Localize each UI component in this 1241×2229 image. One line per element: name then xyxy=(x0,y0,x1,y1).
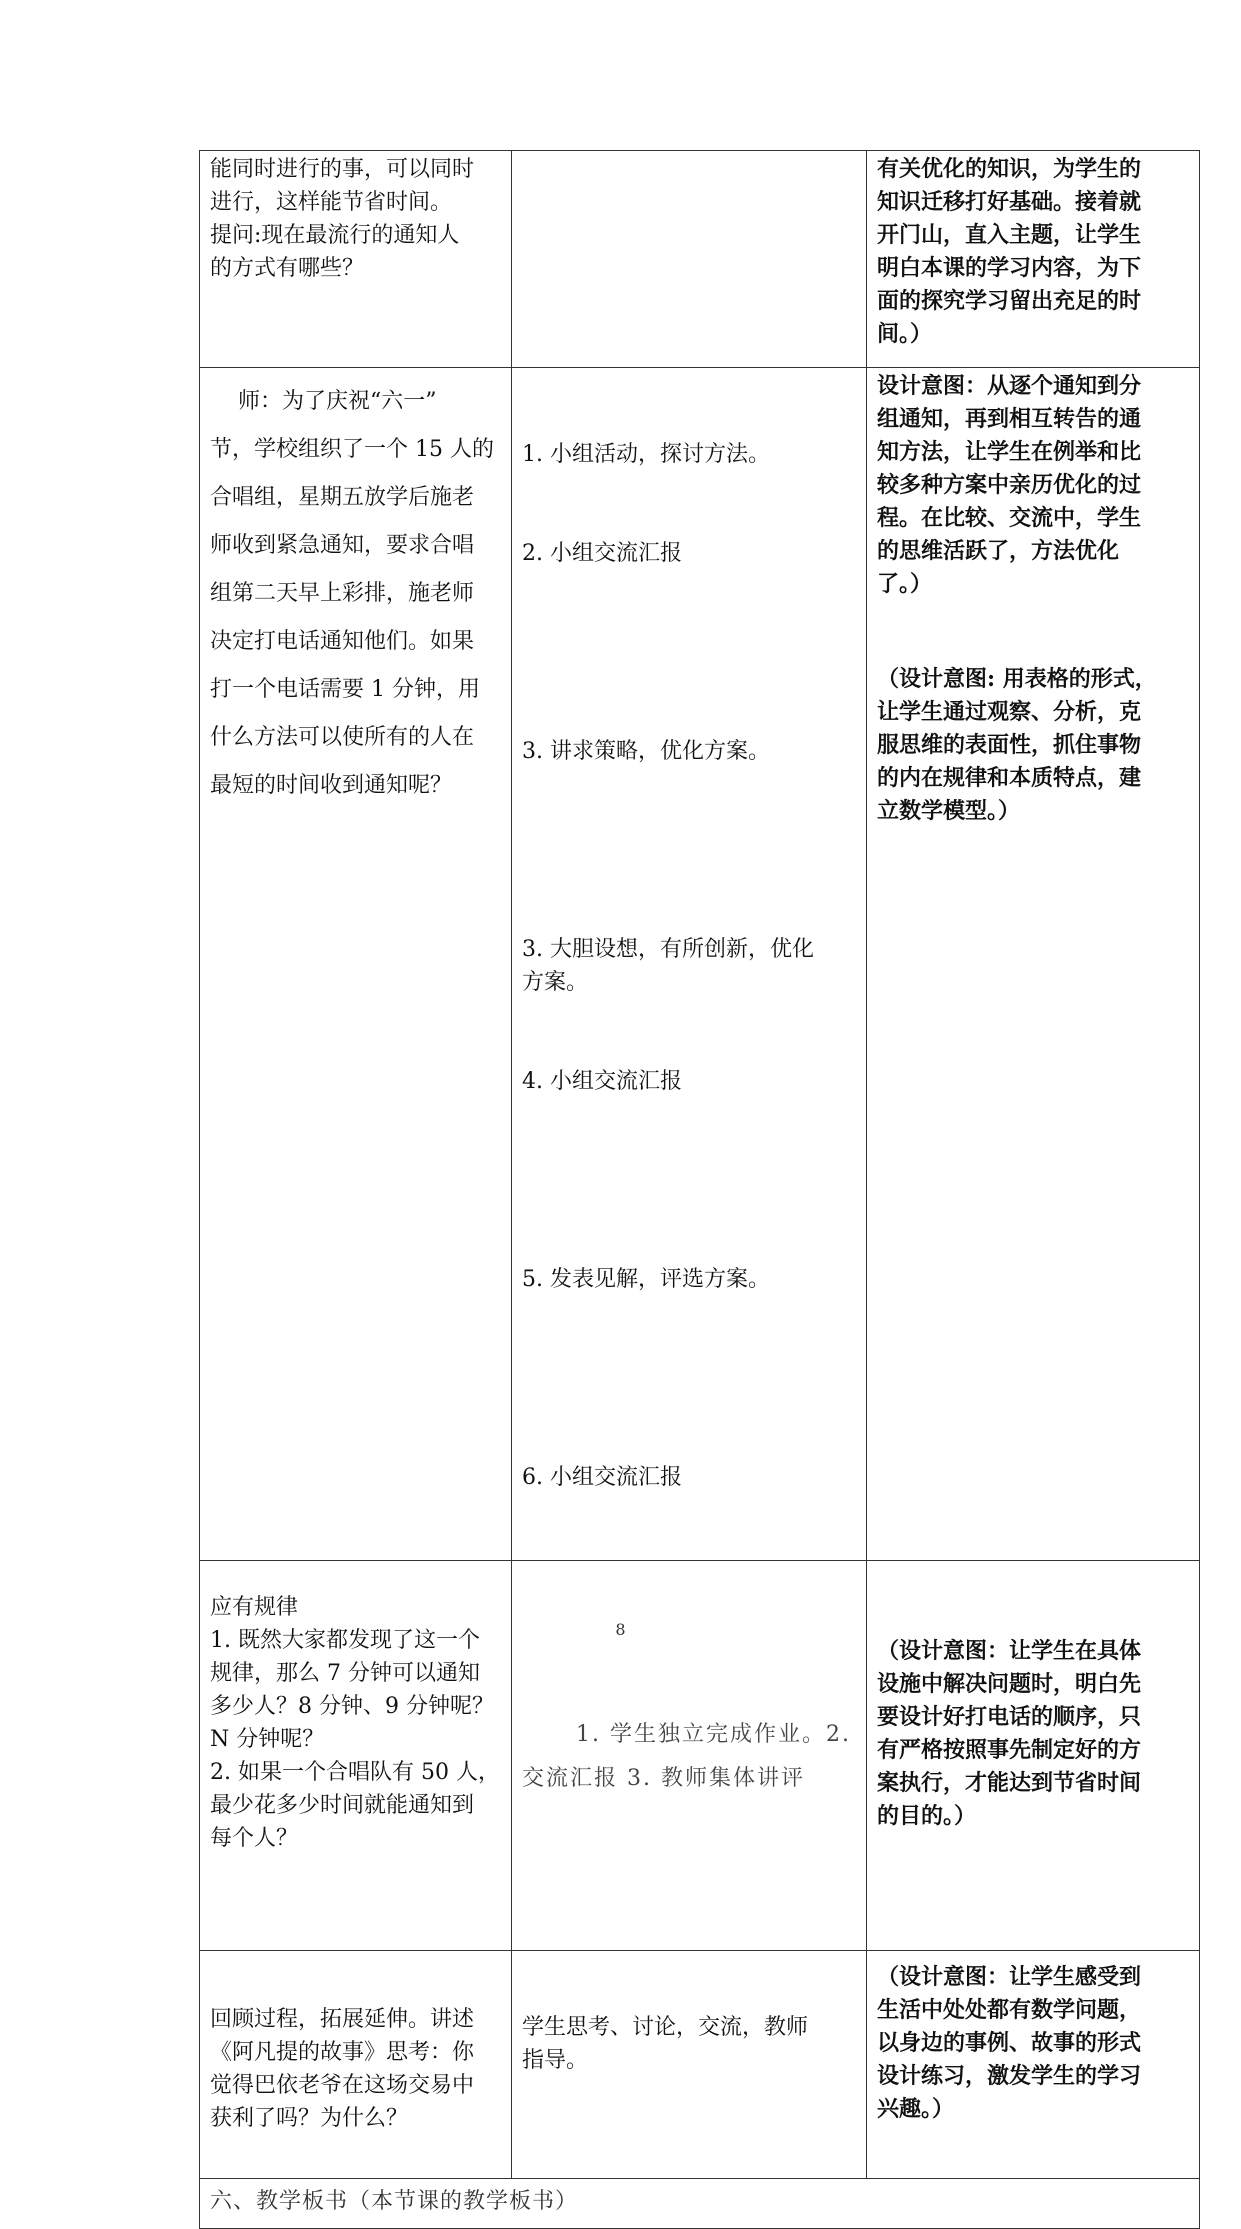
table-row xyxy=(200,2179,1200,2229)
spacer xyxy=(522,1362,856,1395)
lesson-plan-table xyxy=(199,150,1200,2229)
cell-text: 学生思考、讨论，交流，教师 指导。 xyxy=(522,2015,809,2073)
table-row xyxy=(200,368,1200,1561)
cell-text xyxy=(512,151,866,153)
cell-text: （设计意图: 用表格的形式， 让学生通过观察、分析，克 服思维的表面性，抓住事物 的内在规律和本质特点，建 立数学模型。） xyxy=(877,666,1157,824)
list-item: 1. 小组活动，探讨方法。 xyxy=(522,442,770,467)
design-intent-cell xyxy=(867,368,1200,1561)
cell-text: 1. 学生独立完成作业。2. 交流汇报 3. 教师集体讲评 xyxy=(522,1721,851,1791)
board-writing-heading xyxy=(200,2179,1200,2229)
teacher-activity-cell xyxy=(200,1951,512,2179)
cell-text: 回顾过程，拓展延伸。讲述 《阿凡提的故事》思考：你 觉得巴依老爷在这场交易中 获利了吗？为什么？ xyxy=(210,2007,475,2131)
list-item: 4. 小组交流汇报 xyxy=(522,1069,682,1094)
spacer xyxy=(522,834,856,867)
cell-text: 设计意图：从逐个通知到分 组通知，再到相互转告的通 知方法，让学生在例举和比 较多种方案中亲历优化的过 程。在比较、交流中，学生 的思维活跃了，方法优化 了。） xyxy=(877,373,1142,597)
list-item: 2. 小组交流汇报 xyxy=(522,541,682,566)
spacer xyxy=(522,636,856,669)
design-intent-cell xyxy=(867,151,1200,368)
cell-text: 应有规律 1. 既然大家都发现了这一个 规律，那么 7 分钟可以通知 多少人？8 分钟、9 分钟呢？ N 分钟呢？ 2. 如果一个合唱队有 50 人， 最少花多少时间就能通知到 每个人？ xyxy=(210,1595,500,1851)
list-item: 3. 讲求策略，优化方案。 xyxy=(522,739,770,764)
teacher-activity-cell xyxy=(200,368,512,1561)
cell-text: 师：为了庆祝“六一” 节，学校组织了一个 15 人的 合唱组，星期五放学后施老 师收到紧急通知，要求合唱 组第二天早上彩排，施老师 决定打电话通知他们。如果 打一个电话需要 1 分钟，用 什么方法可以使所有的人在 最短的时间收到通知呢？ xyxy=(210,389,494,798)
table-row xyxy=(200,151,1200,368)
list-item: 5. 发表见解，评选方案。 xyxy=(522,1267,770,1292)
teacher-activity-cell xyxy=(200,1561,512,1951)
student-activity-cell xyxy=(512,1561,867,1951)
cell-text: 六、教学板书（本节课的教学板书） xyxy=(210,2189,579,2214)
design-intent-cell xyxy=(867,1951,1200,2179)
cell-text: （设计意图：让学生在具体 设施中解决问题时，明白先 要设计好打电话的顺序，只 有严格按照事先制定好的方 案执行，才能达到节省时间 的目的。） xyxy=(877,1638,1142,1829)
page-number: 8 xyxy=(615,1620,626,1639)
spacer xyxy=(522,1164,856,1197)
student-activity-cell xyxy=(512,151,867,368)
list-item: 3. 大胆设想，有所创新，优化 方案。 xyxy=(522,937,814,995)
table-row xyxy=(200,1561,1200,1951)
table-row xyxy=(200,1951,1200,2179)
spacer xyxy=(867,601,1199,661)
cell-text xyxy=(512,370,866,1560)
student-activity-cell xyxy=(512,368,867,1561)
list-item: 6. 小组交流汇报 xyxy=(522,1465,682,1490)
cell-text: 能同时进行的事，可以同时 进行，这样能节省时间。 提问:现在最流行的通知人 的方式有哪些？ xyxy=(210,157,475,281)
student-activity-cell xyxy=(512,1951,867,2179)
design-intent-cell xyxy=(867,1561,1200,1951)
cell-text: （设计意图：让学生感受到 生活中处处都有数学问题， 以身边的事例、故事的形式 设计练习，激发学生的学习 兴趣。） xyxy=(877,1964,1142,2122)
cell-text: 有关优化的知识，为学生的 知识迁移打好基础。接着就 开门山，直入主题，让学生 明白本课的学习内容，为下 面的探究学习留出充足的时 间。） xyxy=(877,156,1142,347)
teacher-activity-cell xyxy=(200,151,512,368)
